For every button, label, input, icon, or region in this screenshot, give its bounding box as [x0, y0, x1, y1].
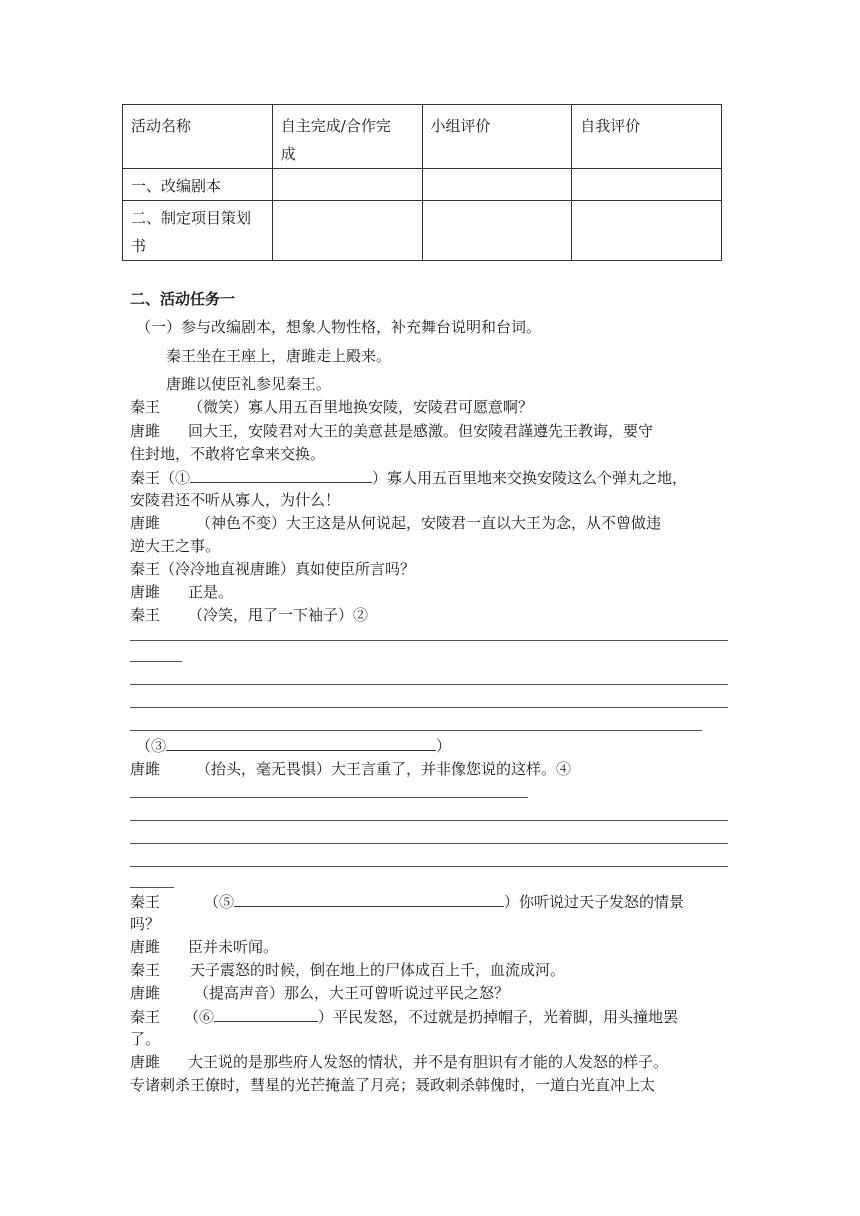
answer-line[interactable] — [130, 707, 728, 708]
answer-blank[interactable] — [234, 890, 504, 907]
line-continuation: 吗？ — [130, 915, 161, 933]
table-header-row — [123, 105, 722, 169]
speaker: 秦王 — [130, 893, 161, 911]
answer-blank[interactable] — [214, 1005, 318, 1022]
table-cell — [272, 169, 422, 201]
line-text: （冷冷地直视唐雎）真如使臣所言吗？ — [160, 560, 416, 578]
section-title: 二、活动任务一 — [130, 290, 236, 308]
line-text: 正是。 — [188, 583, 234, 601]
answer-line[interactable] — [130, 684, 728, 685]
line-text: ）你听说过天子发怒的情景 — [504, 893, 685, 911]
line-text: 大王说的是那些府人发怒的情状，并不是有胆识有才能的人发怒的样子。 — [188, 1053, 669, 1071]
answer-line[interactable] — [130, 820, 728, 821]
line-text: 天子震怒的时候，倒在地上的尸体成百上千，血流成河。 — [190, 961, 566, 979]
blank-marker: （① — [160, 469, 191, 487]
answer-line[interactable] — [130, 661, 182, 662]
task-intro: （一）参与改编剧本，想象人物性格，补充舞台说明和台词。 — [136, 318, 542, 336]
line-continuation: 安陵君还不听从寡人，为什么！ — [130, 491, 341, 509]
table-header-cell: 自主完成/合作完 成 — [272, 105, 422, 169]
line-text: ）平民发怒，不过就是扔掉帽子，光着脚，用头撞地罢 — [318, 1008, 679, 1026]
speaker: 秦王 — [130, 398, 161, 416]
speaker: 唐雎 — [130, 938, 161, 956]
speaker: 秦王 — [130, 469, 161, 487]
table-header-cell: 自我评价 — [572, 105, 722, 169]
answer-line[interactable] — [130, 866, 728, 867]
line-text: 臣并未听闻。 — [188, 938, 279, 956]
line-text: （提高声音）那么，大王可曾听说过平民之怒？ — [194, 984, 510, 1002]
bracket-close: ） — [436, 737, 452, 755]
script-line — [130, 604, 368, 626]
script-line — [130, 581, 233, 603]
evaluation-table — [122, 104, 722, 261]
speaker: 唐雎 — [130, 583, 161, 601]
line-text: （冷笑，甩了一下袖子）② — [188, 606, 369, 624]
line-continuation: 住封地，不敢将它拿来交换。 — [130, 445, 326, 463]
speaker: 秦王 — [130, 961, 161, 979]
script-line — [130, 959, 565, 981]
answer-line[interactable] — [130, 640, 728, 641]
speaker: 秦王 — [130, 1008, 161, 1026]
stage-direction: 唐雎以使臣礼参见秦王。 — [166, 375, 332, 393]
line-text: （微笑）寡人用五百里地换安陵，安陵君可愿意啊？ — [188, 398, 534, 416]
script-line — [130, 758, 571, 780]
table-cell: 一、改编剧本 — [123, 169, 273, 201]
speaker: 唐雎 — [130, 422, 161, 440]
script-line — [130, 396, 533, 418]
table-header-cell: 活动名称 — [123, 105, 273, 169]
line-continuation: 逆大王之事。 — [130, 537, 221, 555]
line-text: （抬头，毫无畏惧）大王言重了，并非像您说的这样。④ — [196, 760, 572, 778]
table-header-cell: 小组评价 — [422, 105, 572, 169]
speaker: 秦王 — [130, 606, 161, 624]
table-cell — [572, 201, 722, 261]
line-text: 回大王，安陵君对大王的美意甚是感激。但安陵君謹遵先王教诲，要守 — [188, 422, 654, 440]
answer-line[interactable] — [130, 797, 528, 798]
speaker: 秦王 — [130, 560, 161, 578]
script-line — [130, 982, 509, 1004]
stage-direction: 秦王坐在王座上，唐雎走上殿来。 — [166, 347, 392, 365]
line-continuation: 了。 — [130, 1030, 161, 1048]
script-line — [130, 1051, 668, 1073]
speaker: 唐雎 — [130, 1053, 161, 1071]
table-cell — [422, 169, 572, 201]
answer-line[interactable] — [130, 730, 702, 731]
script-line — [130, 1005, 678, 1028]
script-line — [130, 890, 684, 913]
line-text: （神色不变）大王这是从何说起，安陵君一直以大王为念，从不曾做违 — [196, 514, 662, 532]
answer-line[interactable] — [130, 843, 728, 844]
speaker: 唐雎 — [130, 760, 161, 778]
line-continuation: 专诸刺杀王僚时，彗星的光芒掩盖了月亮；聂政刺杀韩傀时，一道白光直冲上太 — [130, 1076, 656, 1094]
answer-blank[interactable] — [190, 466, 372, 483]
line-text: ）寡人用五百里地来交换安陵这么个弹丸之地， — [372, 469, 688, 487]
script-line — [130, 558, 415, 580]
blank-marker: （⑥ — [184, 1008, 215, 1026]
answer-line[interactable] — [130, 887, 174, 888]
table-row — [123, 169, 722, 201]
table-row — [123, 201, 722, 261]
script-line — [130, 936, 278, 958]
speaker: 唐雎 — [130, 514, 161, 532]
script-line — [130, 466, 687, 489]
speaker: 唐雎 — [130, 984, 161, 1002]
table-cell: 二、制定项目策划 书 — [123, 201, 273, 261]
script-line — [130, 420, 653, 442]
table-cell — [422, 201, 572, 261]
table-cell — [572, 169, 722, 201]
blank-marker: （③ — [136, 737, 167, 755]
answer-blank[interactable] — [166, 734, 436, 751]
blank-marker: （⑤ — [204, 893, 235, 911]
script-line — [130, 512, 661, 534]
script-line — [136, 734, 451, 757]
table-cell — [272, 201, 422, 261]
